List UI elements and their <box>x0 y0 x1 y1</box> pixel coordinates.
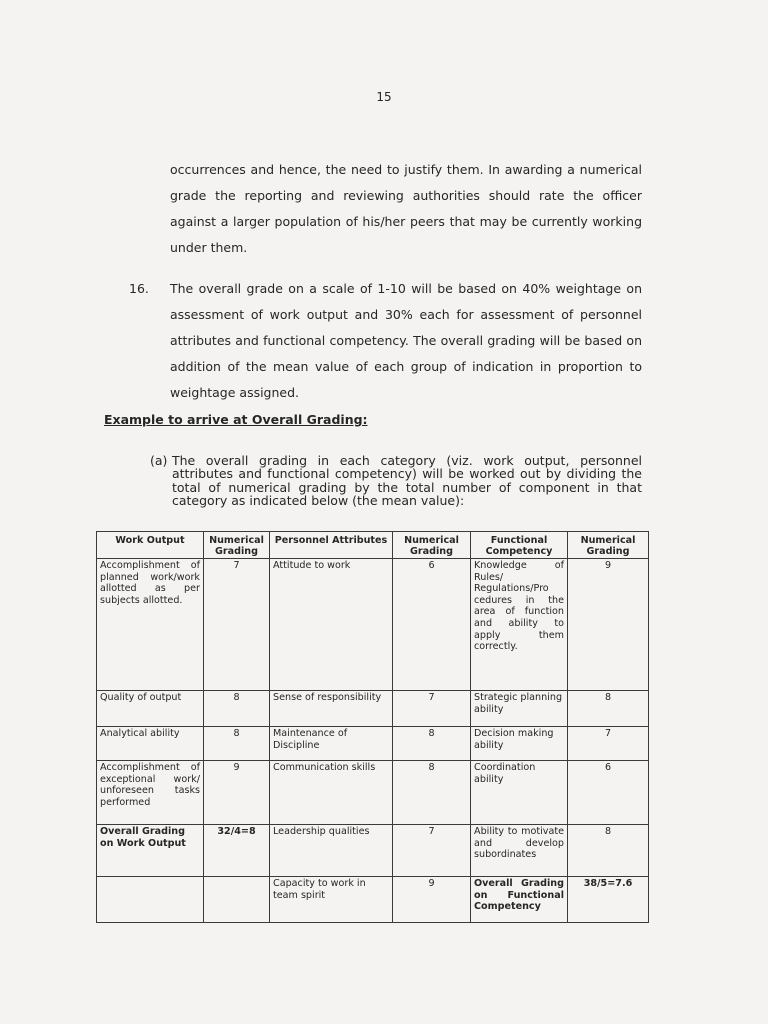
header-numerical-grading: Numerical Grading <box>204 532 270 559</box>
table-cell: Strategic planning ability <box>471 691 568 727</box>
table-cell: 8 <box>393 727 471 761</box>
table-cell: Maintenance of Discipline <box>270 727 393 761</box>
table-row <box>97 559 649 691</box>
table-cell: 8 <box>204 727 270 761</box>
table-cell: 7 <box>393 691 471 727</box>
paragraph-16-number: 16. <box>129 281 149 296</box>
subpoint-a-label: (a) <box>150 453 168 468</box>
table-cell: Sense of responsibility <box>270 691 393 727</box>
example-heading: Example to arrive at Overall Grading: <box>104 412 368 427</box>
table-row <box>97 877 649 923</box>
table-header-row <box>97 532 649 559</box>
header-work-output: Work Output <box>97 532 204 559</box>
table-cell: Accomplishment of exceptional work/ unforeseen tasks performed <box>97 761 204 825</box>
header-functional-competency: Functional Competency <box>471 532 568 559</box>
paragraph-16-text: The overall grade on a scale of 1-10 will be based on 40% weightage on assessment of work output and 30% each for assessment of personnel attributes and functional competency. The overall grading will be based on addition of the mean value of each group of indication in proportion to weightage assigned. <box>170 281 642 400</box>
table-cell: 9 <box>393 877 471 923</box>
overall-work-output-label: Overall Grading on Work Output <box>97 825 204 877</box>
page-number: 15 <box>376 90 392 104</box>
table-cell: 9 <box>568 559 649 691</box>
table-cell: 7 <box>204 559 270 691</box>
header-numerical-grading: Numerical Grading <box>393 532 471 559</box>
table-cell: Leadership qualities <box>270 825 393 877</box>
table-cell <box>204 877 270 923</box>
table-row <box>97 727 649 761</box>
table-cell: 7 <box>568 727 649 761</box>
overall-work-output-value: 32/4=8 <box>204 825 270 877</box>
table-row <box>97 825 649 877</box>
grading-table <box>96 531 649 923</box>
table-cell: Coordination ability <box>471 761 568 825</box>
paragraph-continued: occurrences and hence, the need to justify them. In awarding a numerical grade the reporting and reviewing authorities should rate the officer against a larger population of his/her peers that may be currently working under them. <box>170 162 642 255</box>
table-cell: 6 <box>393 559 471 691</box>
table-cell: 8 <box>204 691 270 727</box>
overall-functional-competency-value: 38/5=7.6 <box>568 877 649 923</box>
table-row <box>97 761 649 825</box>
table-cell: Quality of output <box>97 691 204 727</box>
table-cell: Decision making ability <box>471 727 568 761</box>
table-row <box>97 691 649 727</box>
header-personnel-attributes: Personnel Attributes <box>270 532 393 559</box>
header-numerical-grading: Numerical Grading <box>568 532 649 559</box>
table-cell: Communication skills <box>270 761 393 825</box>
table-cell: Attitude to work <box>270 559 393 691</box>
table-cell: Accomplishment of planned work/work allotted as per subjects allotted. <box>97 559 204 691</box>
table-cell: 9 <box>204 761 270 825</box>
table-cell: Ability to motivate and develop subordinates <box>471 825 568 877</box>
table-cell: 8 <box>568 691 649 727</box>
subpoint-a-text: The overall grading in each category (viz. work output, personnel attributes and functional competency) will be worked out by dividing the total of numerical grading by the total number of component in that category as indicated below (the mean value): <box>172 453 642 508</box>
table-cell: Capacity to work in team spirit <box>270 877 393 923</box>
table-cell: 6 <box>568 761 649 825</box>
table-cell: Knowledge of Rules/ Regulations/Pro cedures in the area of function and ability to apply them correctly. <box>471 559 568 691</box>
table-cell: 8 <box>568 825 649 877</box>
table-cell: 7 <box>393 825 471 877</box>
table-cell: Analytical ability <box>97 727 204 761</box>
table-cell <box>97 877 204 923</box>
table-cell: 8 <box>393 761 471 825</box>
overall-functional-competency-label: Overall Grading on Functional Competency <box>471 877 568 923</box>
